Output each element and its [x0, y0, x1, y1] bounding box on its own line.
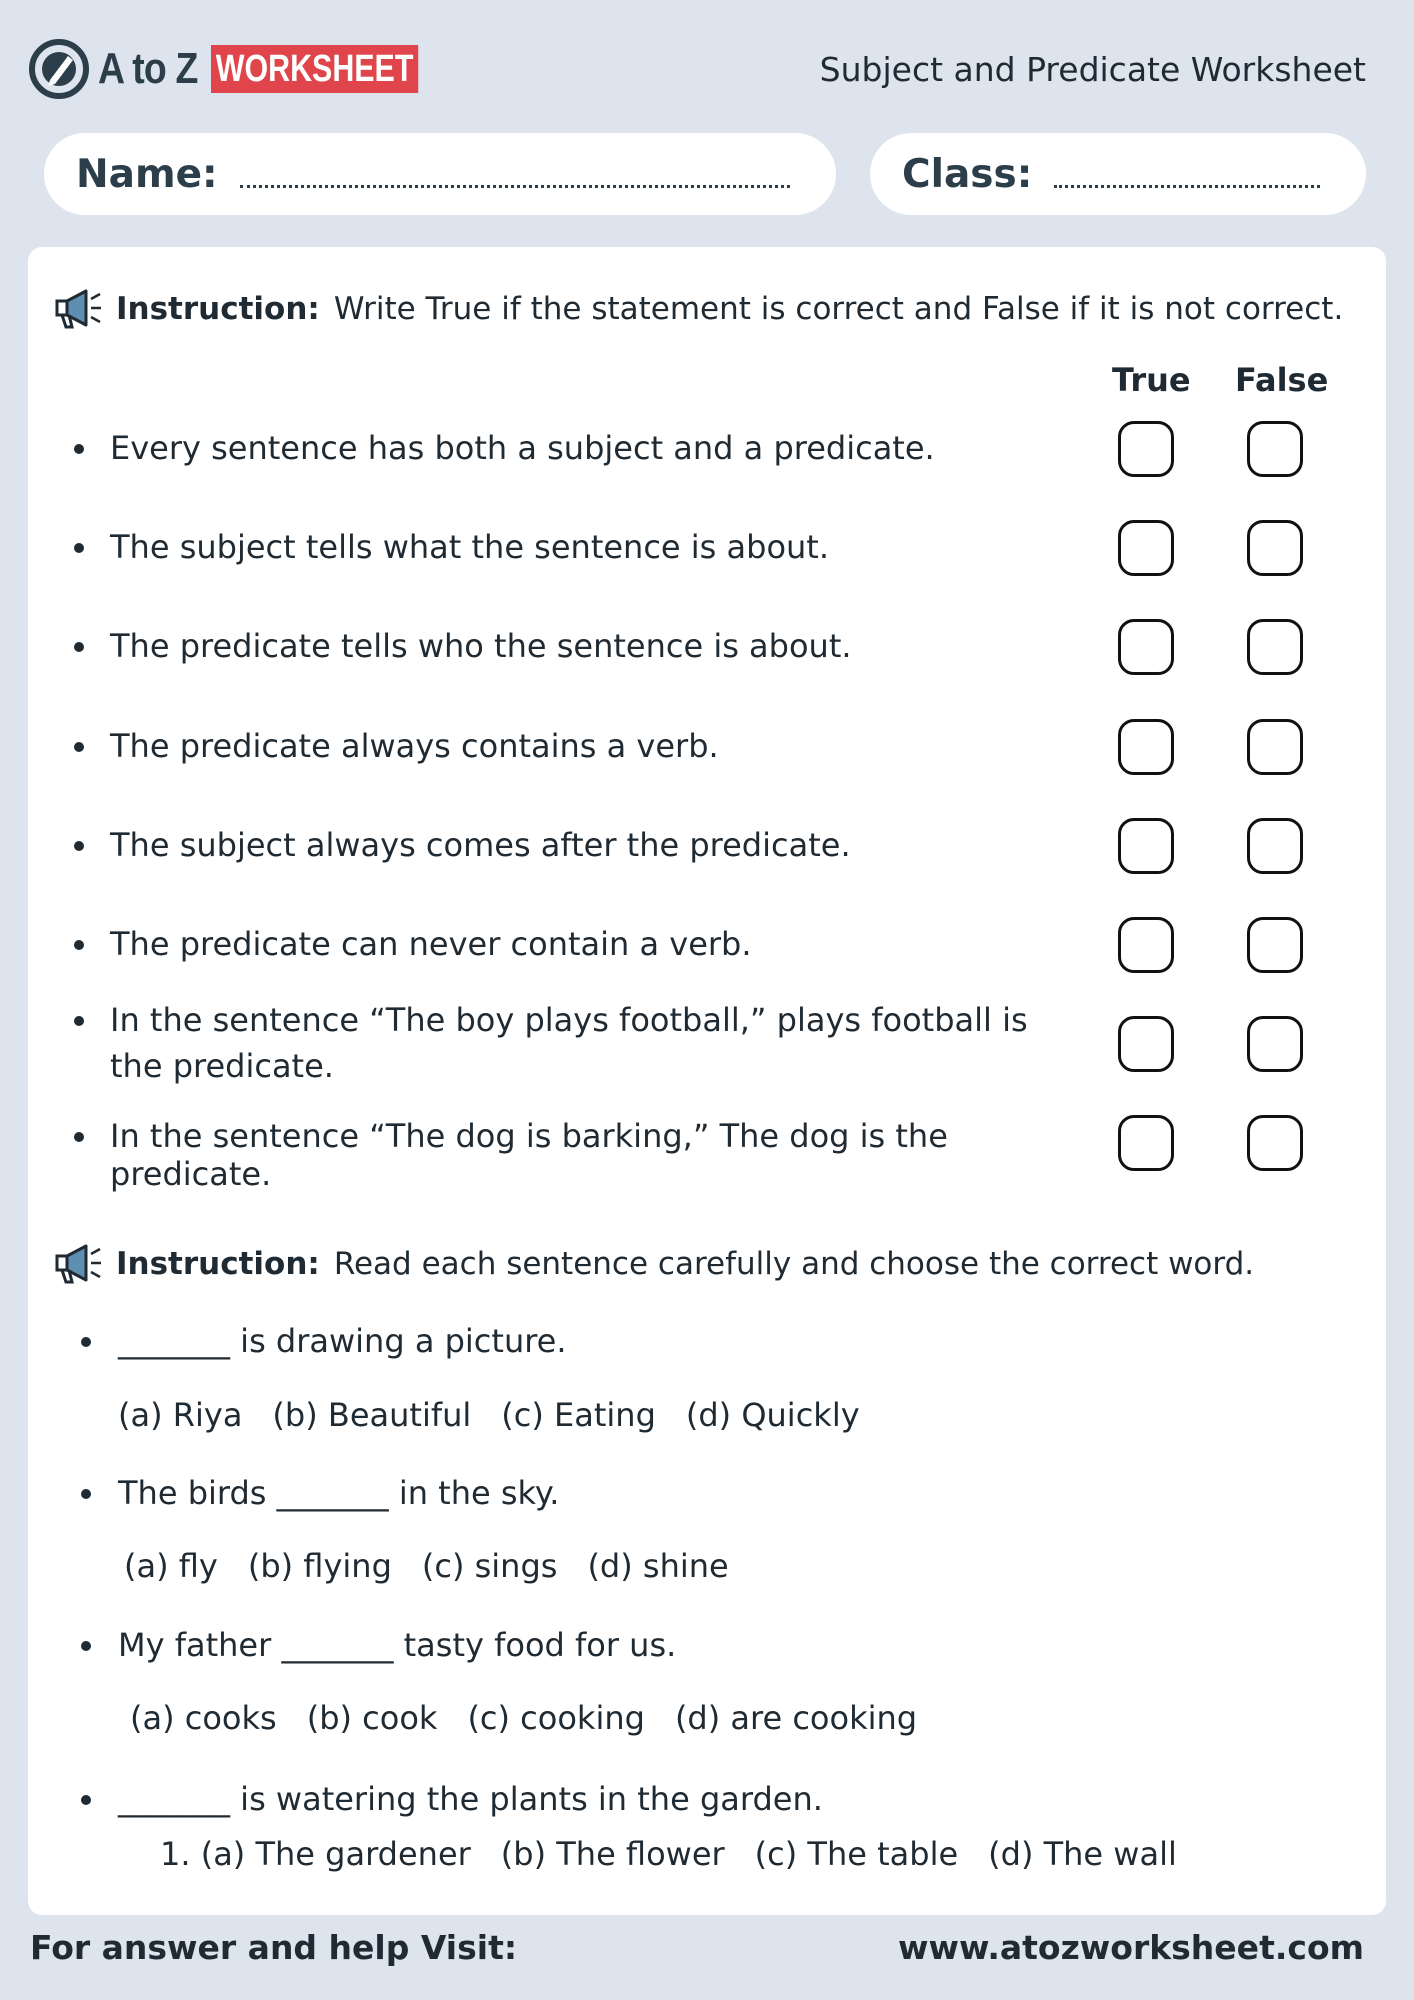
options-row: [160, 1831, 1207, 1877]
class-field[interactable]: [870, 133, 1366, 215]
bullet: [81, 1489, 91, 1499]
option[interactable]: (d) The wall: [988, 1835, 1177, 1873]
bullet: [74, 642, 84, 652]
instruction-label: Instruction:: [116, 1246, 320, 1282]
true-checkbox[interactable]: [1118, 1016, 1174, 1072]
statement-text: The subject tells what the sentence is about.: [110, 528, 830, 566]
instruction-choose-word: [54, 1242, 1254, 1286]
class-label: Class:: [902, 151, 1033, 197]
bullet: [74, 742, 84, 752]
bullet: [74, 841, 84, 851]
true-checkbox[interactable]: [1118, 1115, 1174, 1171]
question-text: _______ is drawing a picture.: [118, 1322, 567, 1360]
statement-text: In the sentence “The boy plays football,” plays football is the predicate.: [110, 1001, 1028, 1085]
name-label: Name:: [76, 151, 218, 197]
option[interactable]: (d) shine: [587, 1547, 729, 1585]
option[interactable]: (b) The flower: [500, 1835, 725, 1873]
question-text: The birds _______ in the sky.: [118, 1474, 560, 1512]
option[interactable]: (b) flying: [247, 1547, 392, 1585]
page-title: Subject and Predicate Worksheet: [819, 50, 1366, 89]
bullet: [74, 543, 84, 553]
footer-help-text: For answer and help Visit:: [30, 1928, 518, 1967]
question-text: _______ is watering the plants in the garden.: [118, 1780, 823, 1818]
true-checkbox[interactable]: [1118, 520, 1174, 576]
name-field[interactable]: [44, 133, 836, 215]
list-item: [74, 997, 1064, 1089]
option[interactable]: (a) fly: [124, 1547, 218, 1585]
bullet: [74, 940, 84, 950]
instruction-true-false: [54, 287, 1343, 331]
options-row: [124, 1543, 759, 1589]
question-item: [81, 1470, 559, 1516]
option[interactable]: (c) sings: [421, 1547, 558, 1585]
list-item: [74, 524, 1054, 570]
false-checkbox[interactable]: [1247, 917, 1303, 973]
options-row: [118, 1392, 890, 1438]
instruction-label: Instruction:: [116, 291, 320, 327]
true-checkbox[interactable]: [1118, 421, 1174, 477]
logo-badge: WORKSHEET: [211, 45, 418, 93]
option[interactable]: (d) are cooking: [674, 1699, 918, 1737]
statement-text: In the sentence “The dog is barking,” The dog is the predicate.: [110, 1117, 948, 1193]
false-checkbox[interactable]: [1247, 421, 1303, 477]
option[interactable]: (a) Riya: [118, 1396, 243, 1434]
option[interactable]: (a) cooks: [130, 1699, 277, 1737]
logo-text: A to Z: [98, 44, 198, 93]
question-item: [81, 1318, 567, 1364]
false-checkbox[interactable]: [1247, 818, 1303, 874]
false-checkbox[interactable]: [1247, 520, 1303, 576]
bullet: [74, 1016, 84, 1026]
megaphone-icon: [54, 1242, 104, 1286]
list-item: [74, 623, 1054, 669]
worksheet-card: [28, 247, 1386, 1915]
question-text: My father _______ tasty food for us.: [118, 1626, 677, 1664]
instruction-text: Read each sentence carefully and choose the correct word.: [333, 1246, 1255, 1282]
list-item: [74, 723, 1054, 769]
logo: [28, 38, 470, 100]
false-checkbox[interactable]: [1247, 1016, 1303, 1072]
true-checkbox[interactable]: [1118, 917, 1174, 973]
footer-website-link[interactable]: www.atozworksheet.com: [897, 1928, 1364, 1967]
question-item: [81, 1622, 676, 1668]
bullet: [81, 1337, 91, 1347]
bullet: [81, 1795, 91, 1805]
true-checkbox[interactable]: [1118, 719, 1174, 775]
bullet: [74, 1132, 84, 1142]
list-item: [74, 921, 1054, 967]
option[interactable]: (c) The table: [754, 1835, 959, 1873]
false-checkbox[interactable]: [1247, 719, 1303, 775]
false-checkbox[interactable]: [1247, 619, 1303, 675]
bullet: [74, 444, 84, 454]
instruction-text: Write True if the statement is correct and False if it is not correct.: [333, 291, 1344, 327]
option[interactable]: (b) cook: [306, 1699, 438, 1737]
false-checkbox[interactable]: [1247, 1115, 1303, 1171]
statement-text: Every sentence has both a subject and a predicate.: [110, 429, 935, 467]
true-checkbox[interactable]: [1118, 619, 1174, 675]
pencil-logo-icon: [28, 38, 90, 100]
list-item: [74, 425, 1054, 471]
option[interactable]: (c) Eating: [501, 1396, 656, 1434]
option[interactable]: (d) Quickly: [685, 1396, 860, 1434]
option[interactable]: (c) cooking: [467, 1699, 645, 1737]
true-column-header: True: [1112, 361, 1191, 399]
true-checkbox[interactable]: [1118, 818, 1174, 874]
options-row: [130, 1695, 947, 1741]
statement-text: The predicate tells who the sentence is about.: [110, 627, 852, 665]
false-column-header: False: [1235, 361, 1329, 399]
list-item: [74, 1117, 964, 1193]
option[interactable]: 1. (a) The gardener: [160, 1835, 471, 1873]
megaphone-icon: [54, 287, 104, 331]
statement-text: The predicate can never contain a verb.: [110, 925, 752, 963]
class-line[interactable]: [1054, 161, 1320, 188]
name-line[interactable]: [240, 161, 790, 188]
statement-text: The predicate always contains a verb.: [110, 727, 719, 765]
bullet: [81, 1641, 91, 1651]
question-item: [81, 1776, 823, 1822]
statement-text: The subject always comes after the predicate.: [110, 826, 851, 864]
option[interactable]: (b) Beautiful: [272, 1396, 472, 1434]
list-item: [74, 822, 1054, 868]
